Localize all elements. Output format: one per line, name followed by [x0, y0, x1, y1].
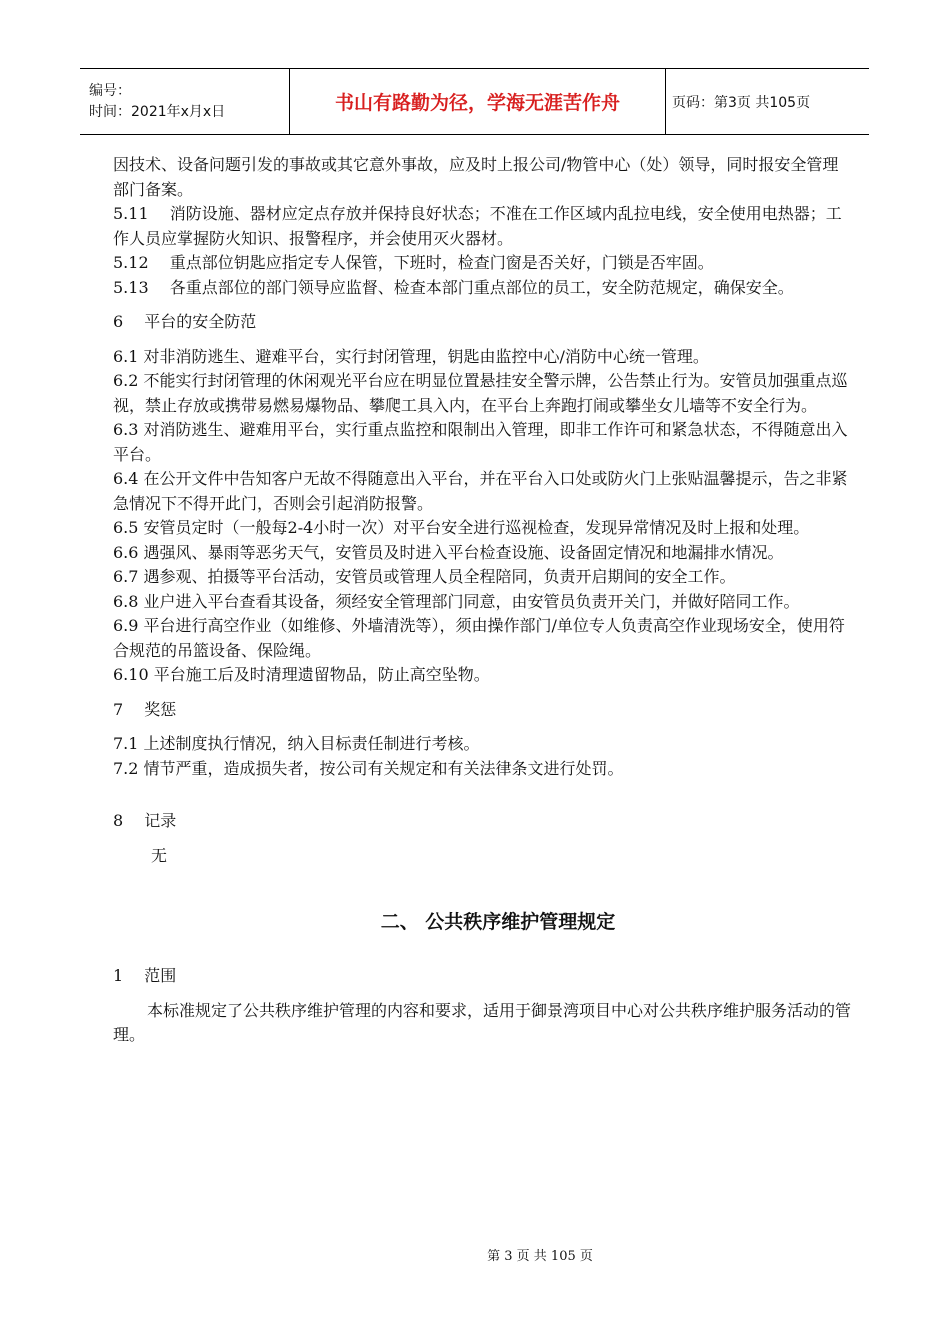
- clause-6-9: 6.9 平台进行高空作业（如维修、外墙清洗等），须由操作部门/单位专人负责高空作业现场安全，使用符合规范的吊篮设备、保险绳。: [113, 616, 845, 660]
- clause-5-12: 5.12 重点部位钥匙应指定专人保管，下班时，检查门窗是否关好，门锁是否牢固。: [113, 253, 714, 272]
- heading-1-scope: 1 范围: [113, 966, 177, 985]
- clause-6-1: 6.1 对非消防逃生、避难平台，实行封闭管理，钥匙由监控中心/消防中心统一管理。: [113, 346, 709, 366]
- clause-6-3: 6.3 对消防逃生、避难用平台，实行重点监控和限制出入管理，即非工作许可和紧急状态，不得随意出入平台。: [113, 420, 848, 464]
- page-footer: 第 3 页 共 105 页: [487, 1249, 593, 1264]
- section-title: 二、 公共秩序维护管理规定: [380, 911, 616, 933]
- clause-7-2: 7.2 情节严重，造成损失者，按公司有关规定和有关法律条文进行处罚。: [113, 758, 624, 778]
- clause-6-6: 6.6 遇强风、暴雨等恶劣天气，安管员及时进入平台检查设施、设备固定情况和地漏排水情况。: [113, 542, 784, 562]
- record-none: 无: [151, 845, 168, 865]
- paragraph: 因技术、设备问题引发的事故或其它意外事故，应及时上报公司/物管中心（处）领导，同时报安全管理部门备案。: [113, 155, 839, 199]
- clause-6-10: 6.10 平台施工后及时清理遗留物品，防止高空坠物。: [113, 665, 490, 684]
- header-number: 编号：: [89, 82, 131, 99]
- clause-6-7: 6.7 遇参观、拍摄等平台活动，安管员或管理人员全程陪同，负责开启期间的安全工作。: [113, 567, 736, 586]
- header-date: 时间：2021年x月x日: [89, 103, 226, 120]
- page-header: [80, 68, 869, 135]
- heading-7: 7 奖惩: [113, 699, 177, 719]
- document-body: [113, 153, 853, 1048]
- header-meta: [80, 69, 290, 135]
- clause-6-5: 6.5 安管员定时（一般每2-4小时一次）对平台安全进行巡视检查，发现异常情况及时上报和处理。: [113, 518, 810, 537]
- heading-8: 8 记录: [113, 811, 177, 830]
- clause-6-8: 6.8 业户进入平台查看其设备，须经安全管理部门同意，由安管员负责开关门，并做好陪同工作。: [113, 591, 800, 611]
- clause-6-2: 6.2 不能实行封闭管理的休闲观光平台应在明显位置悬挂安全警示牌，公告禁止行为。安管员加强重点巡视，禁止存放或携带易燃易爆物品、攀爬工具入内，在平台上奔跑打闹或攀坐女儿墙等不安全行为。: [113, 371, 848, 415]
- clause-6-4: 6.4 在公开文件中告知客户无故不得随意出入平台，并在平台入口处或防火门上张贴温馨提示，告之非紧急情况下不得开此门，否则会引起消防报警。: [113, 469, 848, 513]
- scope-paragraph: 本标准规定了公共秩序维护管理的内容和要求，适用于御景湾项目中心对公共秩序维护服务活动的管理。: [113, 1000, 852, 1044]
- header-page: 页码：第3页 共105页: [666, 69, 870, 135]
- heading-6: 6 平台的安全防范: [113, 312, 257, 331]
- clause-7-1: 7.1 上述制度执行情况，纳入目标责任制进行考核。: [113, 734, 480, 753]
- clause-5-13: 5.13 各重点部位的部门领导应监督、检查本部门重点部位的员工，安全防范规定，确保安全。: [113, 277, 794, 297]
- header-motto: 书山有路勤为径，学海无涯苦作舟: [290, 69, 666, 135]
- clause-5-11: 5.11 消防设施、器材应定点存放并保持良好状态；不准在工作区域内乱拉电线，安全使用电热器；工作人员应掌握防火知识、报警程序，并会使用灭火器材。: [113, 204, 842, 248]
